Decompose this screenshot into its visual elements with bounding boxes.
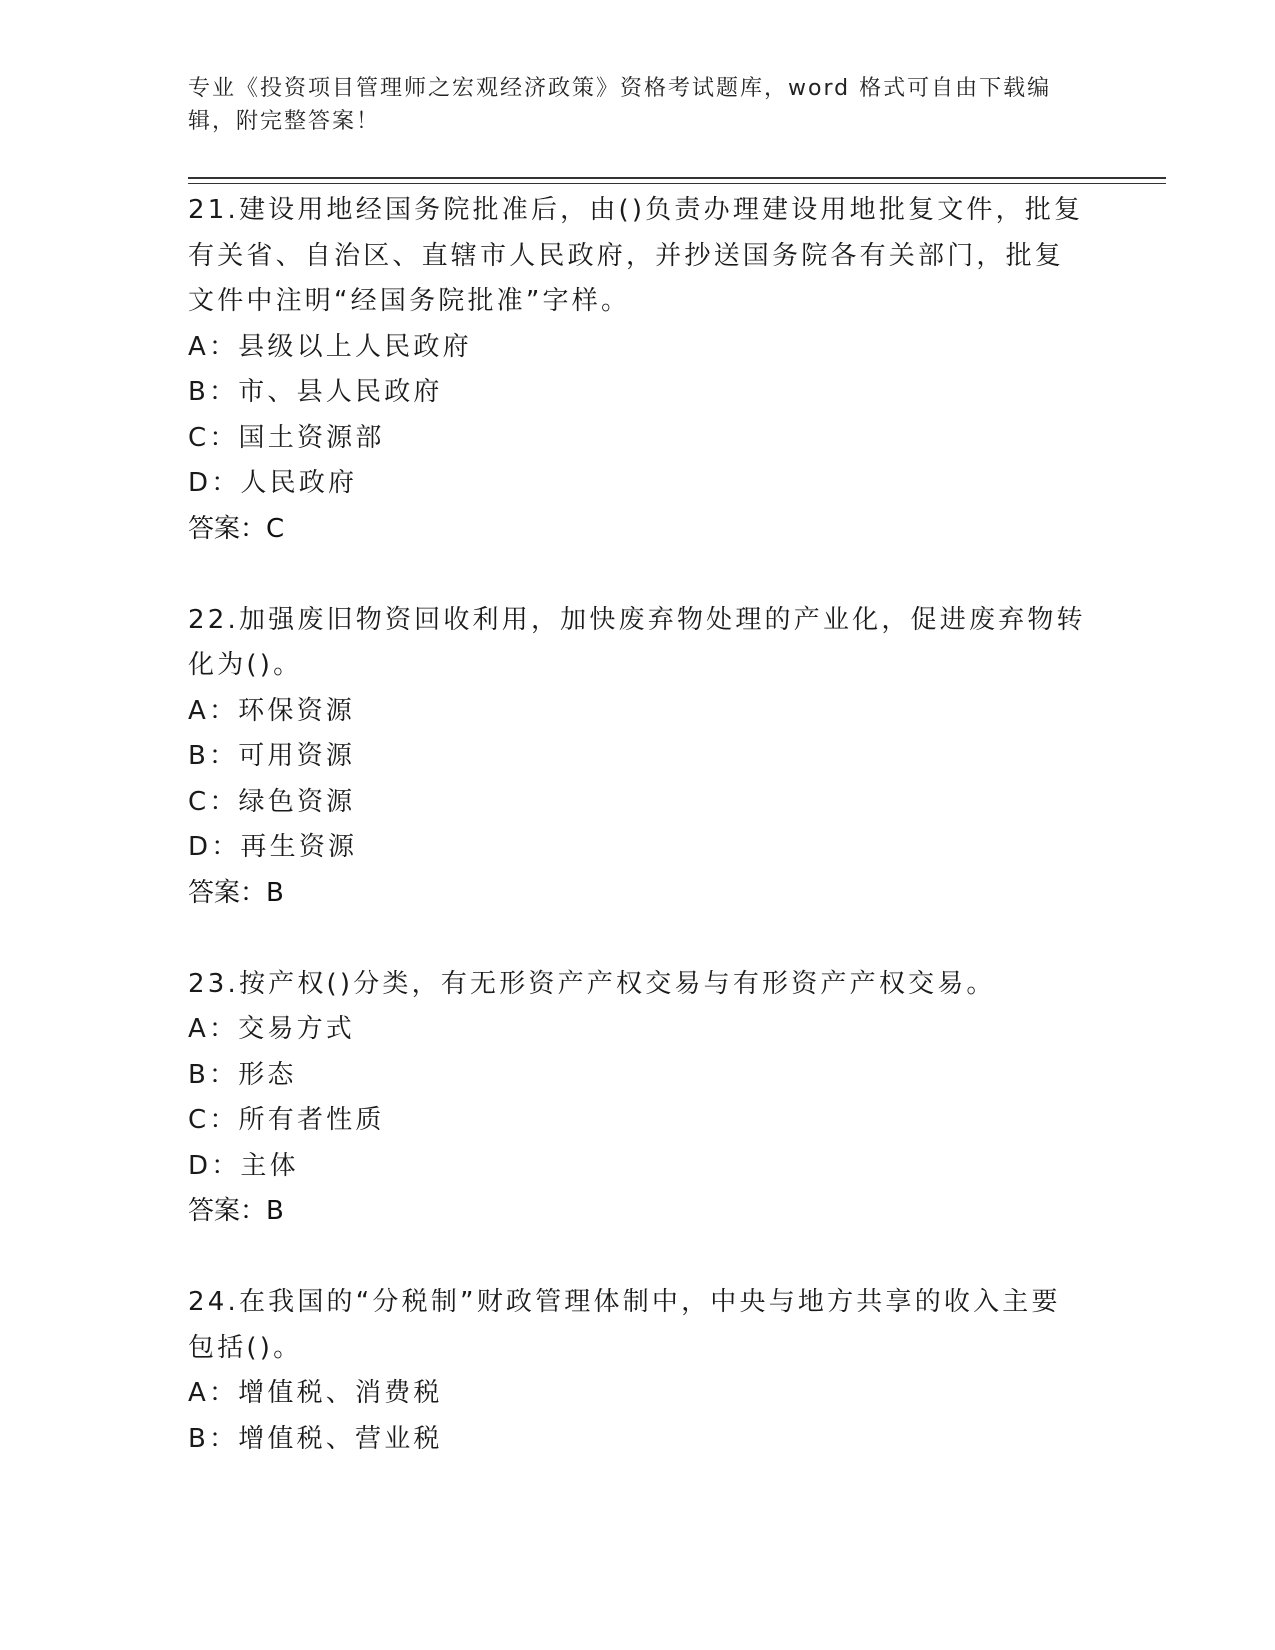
header-line-1: 专业《投资项目管理师之宏观经济政策》资格考试题库，word 格式可自由下载编 xyxy=(188,76,1052,101)
option-d: D：人民政府 xyxy=(188,468,358,498)
question-stem-line: 文件中注明“经国务院批准”字样。 xyxy=(188,286,631,316)
answer-line: 答案：C xyxy=(188,513,285,544)
question-24 xyxy=(188,1280,1088,1462)
option-c: C：所有者性质 xyxy=(188,1105,385,1135)
option-b: B：形态 xyxy=(188,1059,297,1090)
question-stem-line: 化为()。 xyxy=(188,650,303,680)
question-23 xyxy=(188,962,1088,1235)
option-c: C：国土资源部 xyxy=(188,422,385,453)
question-stem-line: 24.在我国的“分税制”财政管理体制中，中央与地方共享的收入主要 xyxy=(188,1287,1061,1317)
question-stem-line: 包括()。 xyxy=(188,1332,303,1363)
header-line-2: 辑，附完整答案！ xyxy=(188,109,381,134)
option-b: B：可用资源 xyxy=(188,741,356,771)
answer-line: 答案：B xyxy=(188,1196,284,1226)
option-a: A：县级以上人民政府 xyxy=(188,331,472,362)
header-divider-thin xyxy=(188,183,1166,184)
option-a: A：增值税、消费税 xyxy=(188,1378,443,1408)
option-c: C：绿色资源 xyxy=(188,786,356,817)
question-21 xyxy=(188,188,1088,552)
option-a: A：交易方式 xyxy=(188,1014,355,1044)
question-list xyxy=(188,188,1088,1462)
question-stem-line: 23.按产权()分类，有无形资产产权交易与有形资产产权交易。 xyxy=(188,968,996,999)
question-spacer xyxy=(188,916,1088,962)
option-b: B：市、县人民政府 xyxy=(188,377,443,407)
option-d: D：主体 xyxy=(188,1150,299,1181)
option-a: A：环保资源 xyxy=(188,695,355,726)
question-stem-line: 22.加强废旧物资回收利用，加快废弃物处理的产业化，促进废弃物转 xyxy=(188,604,1086,635)
answer-line: 答案：B xyxy=(188,877,284,908)
option-d: D：再生资源 xyxy=(188,832,358,862)
question-spacer xyxy=(188,1235,1088,1281)
option-b: B：增值税、营业税 xyxy=(188,1423,443,1454)
question-stem-line: 21.建设用地经国务院批准后，由()负责办理建设用地批复文件，批复 xyxy=(188,195,1084,225)
question-spacer xyxy=(188,552,1088,598)
question-22 xyxy=(188,598,1088,917)
header-divider-thick xyxy=(188,177,1166,179)
document-header xyxy=(188,72,1078,138)
question-stem-line: 有关省、自治区、直辖市人民政府，并抄送国务院各有关部门，批复 xyxy=(188,240,1065,271)
